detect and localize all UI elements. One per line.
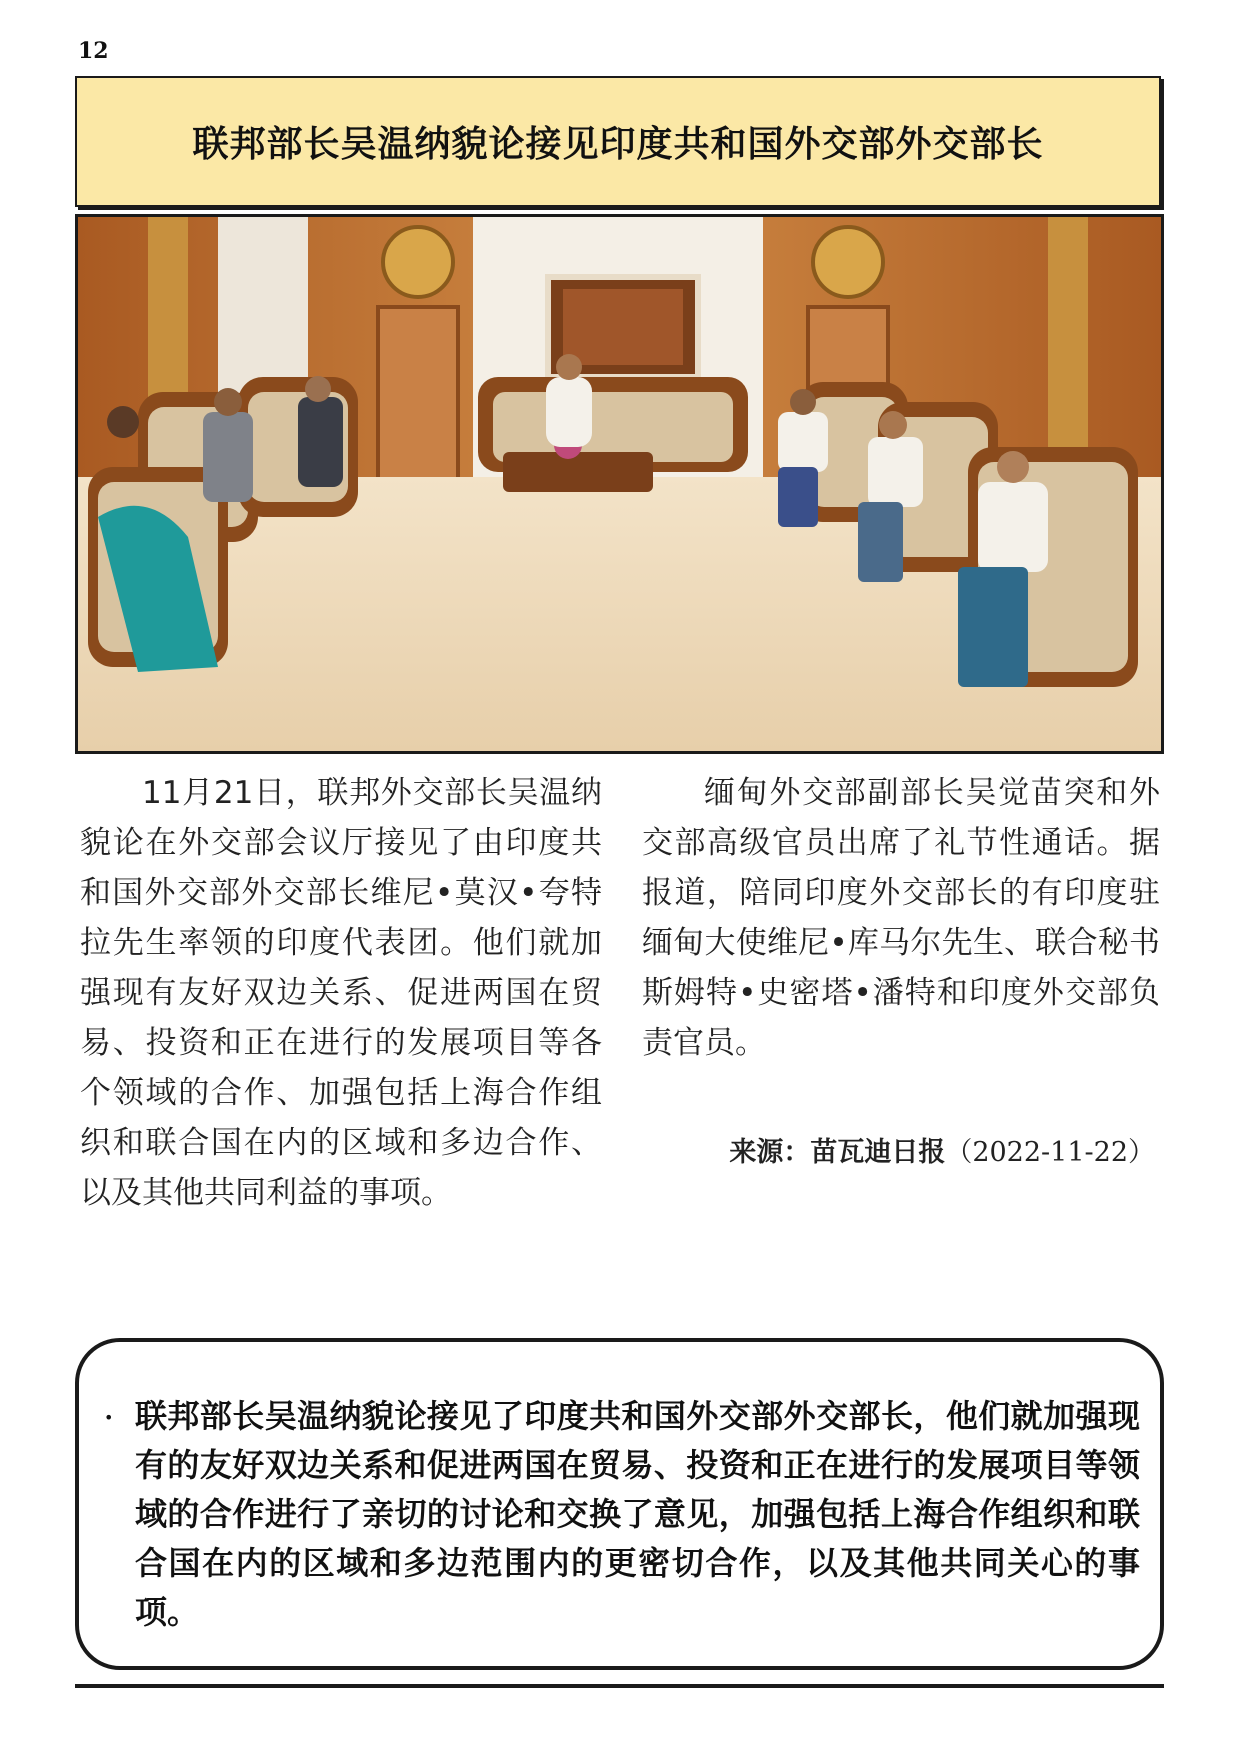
bullet-icon: • [104, 1408, 114, 1427]
bottom-divider [75, 1684, 1164, 1688]
page-title: 联邦部长吴温纳貌论接见印度共和国外交部外交部长 [192, 124, 1044, 165]
title-banner [75, 76, 1161, 207]
page-number: 12 [78, 38, 109, 64]
article-right-column: 缅甸外交部副部长吴觉苗突和外交部高级官员出席了礼节性通话。据报道，陪同印度外交部长的有印度驻缅甸大使维尼•库马尔先生、联合秘书斯姆特•史密塔•潘特和印度外交部负责官员。 [642, 775, 1160, 1061]
source-citation [729, 1130, 1155, 1169]
source-label: 来源：苗瓦迪日报 [729, 1137, 946, 1168]
meeting-photo [75, 214, 1164, 754]
article-left-column: 11月21日，联邦外交部长吴温纳貌论在外交部会议厅接见了由印度共和国外交部外交部长维尼•莫汉•夸特拉先生率领的印度代表团。他们就加强现有友好双边关系、促进两国在贸易、投资和正在进行的发展项目等各个领域的合作、加强包括上海合作组织和联合国在内的区域和多边合作、以及其他共同利益的事项。 [80, 775, 602, 1211]
summary-box [75, 1338, 1164, 1670]
meeting-photo-illustration [78, 217, 1161, 751]
source-date: （2022-11-22） [945, 1137, 1155, 1168]
summary-text: 联邦部长吴温纳貌论接见了印度共和国外交部外交部长，他们就加强现有的友好双边关系和促进两国在贸易、投资和正在进行的发展项目等领域的合作进行了亲切的讨论和交换了意见，加强包括上海合作组织和联合国在内的区域和多边范围内的更密切合作，以及其他共同关心的事项。 [135, 1397, 1140, 1631]
